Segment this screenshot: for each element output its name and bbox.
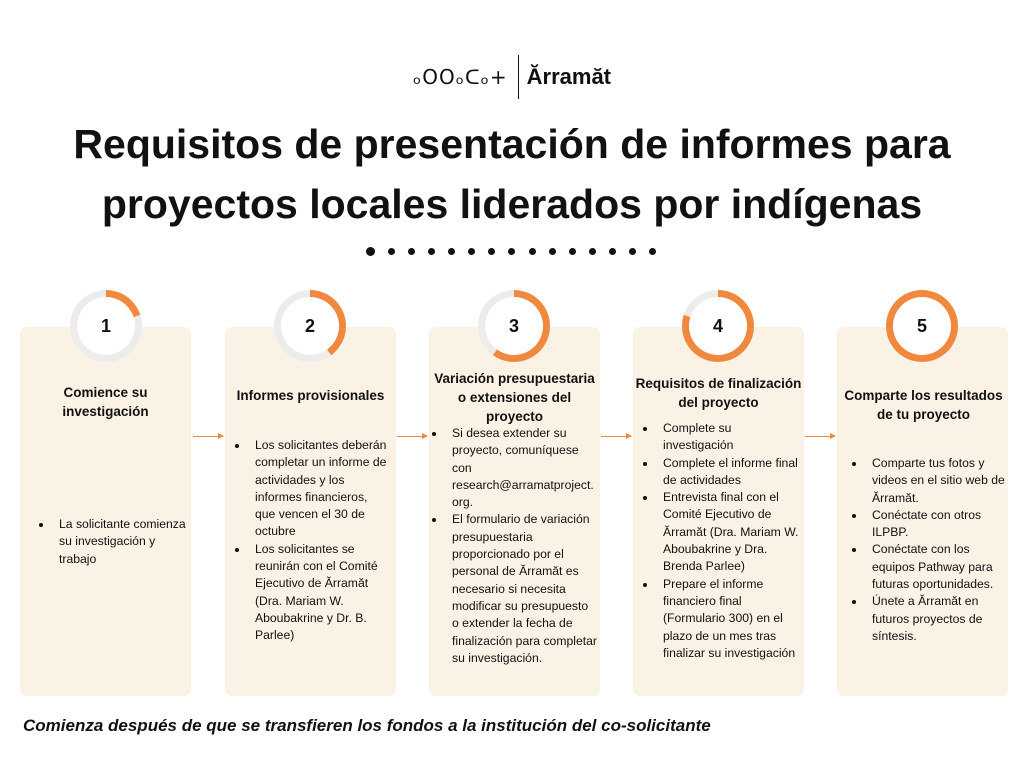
page-title [0,114,1024,234]
divider-dot [366,247,375,256]
divider-dot [569,248,576,255]
page-title-line-1: Requisitos de presentación de informes para [73,121,951,167]
step-bullet: • Comparte tus fotos y videos en el sitio web de Ărramăt. [866,455,1009,507]
connector-arrow [805,436,835,437]
divider-dot [428,248,435,255]
step-bullet: • Prepare el informe financiero final (Formulario 300) en el plazo de un mes tras finalizar su investigación [657,576,800,662]
step-progress-ring [274,290,346,362]
divider-dot [629,248,636,255]
step-number: 1 [77,297,135,355]
step-bullet: • Si desea extender su proyecto, comuníquese con research@arramatproject.org. [446,425,597,511]
step-progress-ring [682,290,754,362]
divider-dot [589,248,596,255]
divider-dot [549,248,556,255]
divider-dot [448,248,455,255]
divider-dot [408,248,415,255]
step-number: 4 [689,297,747,355]
step-bullet: • Entrevista final con el Comité Ejecutivo de Ărramăt (Dra. Mariam W. Aboubakrine y Dra. Brenda Parlee) [657,489,800,575]
footer-note: Comienza después de que se transfieren los fondos a la institución del co-solicitante [23,716,711,735]
step-bullet: • Los solicitantes se reunirán con el Comité Ejecutivo de Ărramăt (Dra. Mariam W. Aboubakrine y Dr. B. Parlee) [249,541,390,645]
step-card-5 [837,327,1008,696]
step-bullet-list [428,425,597,667]
step-card-1 [20,327,191,696]
step-card-4 [633,327,804,696]
step-number: 5 [893,297,951,355]
step-bullet: • Conéctate con otros ILPBP. [866,507,1009,542]
step-progress-ring [886,290,958,362]
step-bullet: • Complete su investigación [657,420,800,455]
step-title: Variación presupuestaria o extensiones del proyecto [434,371,595,424]
step-bullet: • El formulario de variación presupuestaria proporcionado por el personal de Ărramăt es necesario si necesita modificar su presupuesto o extender la fecha de finalización para completar su investigación. [446,511,597,667]
divider-dot [468,248,475,255]
step-card-2 [225,327,396,696]
logo [0,54,1024,100]
step-bullet: • Conéctate con los equipos Pathway para futuras oportunidades. [866,541,1009,593]
step-bullet: • La solicitante comienza su investigación y trabajo [53,516,188,568]
step-title: Informes provisionales [236,388,385,403]
page-title-line-2: proyectos locales liderados por indígenas [101,181,923,227]
logo-wordmark: Ărramăt [526,64,612,89]
step-bullet-list [35,516,188,568]
step-title: Comparte los resultados de tu proyecto [844,388,1003,422]
connector-arrow [397,436,427,437]
divider-dot [388,248,395,255]
divider-dot [609,248,616,255]
step-progress-ring [478,290,550,362]
logo-syllabics: ₒOOₒᑕₒ+ [412,65,508,89]
step-number: 2 [281,297,339,355]
divider-dot [529,248,536,255]
divider-dot [649,248,656,255]
step-bullet-list [639,420,800,662]
step-progress-ring [70,290,142,362]
step-bullet-list [231,437,390,645]
connector-arrow [193,436,223,437]
dot-divider [366,244,656,258]
step-bullet: • Únete a Ărramăt en futuros proyectos de síntesis. [866,593,1009,645]
step-bullet-list [848,455,1009,645]
divider-dot [508,248,515,255]
step-title: Requisitos de finalización del proyecto [635,376,802,410]
step-card-3 [429,327,600,696]
step-title: Comience su investigación [62,385,149,419]
divider-dot [488,248,495,255]
step-number: 3 [485,297,543,355]
connector-arrow [601,436,631,437]
step-bullet: • Los solicitantes deberán completar un informe de actividades y los informes financieros, que vencen el 30 de octubre [249,437,390,541]
step-bullet: • Complete el informe final de actividades [657,455,800,490]
